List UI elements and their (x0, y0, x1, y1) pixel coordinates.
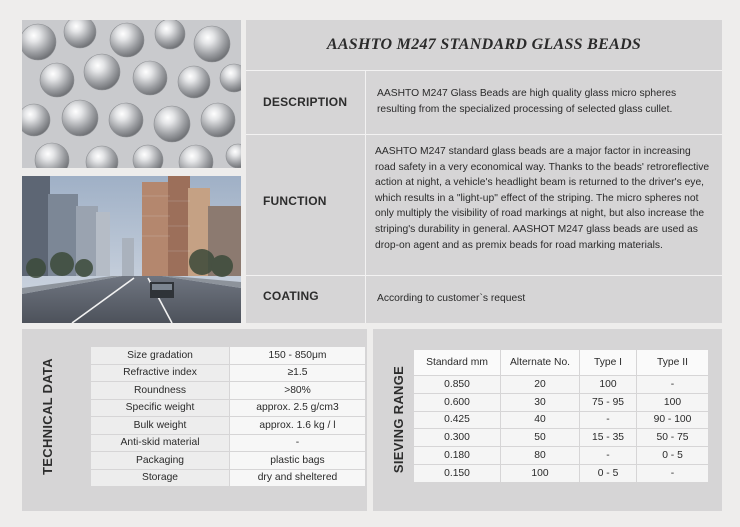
technical-row (91, 347, 366, 365)
sieving-cell: 50 (501, 429, 580, 447)
technical-key: Specific weight (91, 400, 230, 418)
technical-row (91, 382, 366, 400)
page-title: AASHTO M247 STANDARD GLASS BEADS (326, 36, 642, 53)
sieving-header-row (414, 350, 709, 376)
sieving-row (414, 429, 709, 447)
technical-row (91, 452, 366, 470)
city-road-image (22, 176, 241, 323)
technical-key: Roundness (91, 382, 230, 400)
sieving-cell: 15 - 35 (580, 429, 637, 447)
section-label-function: FUNCTION (263, 194, 327, 208)
sieving-range-table (414, 350, 709, 483)
sieving-cell: - (580, 447, 637, 465)
sieving-cell: 0 - 5 (637, 447, 709, 465)
sieving-cell: 20 (501, 376, 580, 394)
technical-key: Anti-skid material (91, 435, 230, 453)
sieving-cell: 0.180 (414, 447, 501, 465)
section-text-function: AASHTO M247 standard glass beads are a major factor in increasing road safety in a very economical way. Thanks to the beads' retroreflective action at night, a vehicle's headlight beam is returned to the driver's eye, which results in a "light-up" effect of the striping. The micro spheres not only multiply the visibility of road markings at night, but also increase the striping's durability in general. AASHOT M247 glass beads are used as drop-on agent and as premix beads for road marking materials. (375, 146, 710, 251)
technical-row (91, 470, 366, 488)
sieving-cell: 0 - 5 (580, 465, 637, 483)
sieving-cell: - (637, 465, 709, 483)
sieving-cell: 0.425 (414, 412, 501, 430)
column-divider (365, 70, 366, 323)
technical-key: Bulk weight (91, 417, 230, 435)
technical-row (91, 417, 366, 435)
technical-row (91, 435, 366, 453)
sieving-row (414, 447, 709, 465)
technical-data-panel (22, 329, 367, 511)
technical-data-table (91, 347, 366, 487)
technical-value: dry and sheltered (230, 470, 366, 488)
technical-data-heading: TECHNICAL DATA (39, 357, 55, 475)
section-text-coating: According to customer`s request (377, 293, 526, 304)
technical-key: Storage (91, 470, 230, 488)
glass-beads-photo (22, 20, 241, 168)
sieving-cell: 0.150 (414, 465, 501, 483)
sieving-header-cell: Type II (637, 350, 709, 376)
sieving-range-panel (373, 329, 722, 511)
city-road-photo (22, 176, 241, 323)
sieving-cell: 100 (580, 376, 637, 394)
sieving-cell: 0.850 (414, 376, 501, 394)
sieving-cell: 40 (501, 412, 580, 430)
technical-value: >80% (230, 382, 366, 400)
technical-row (91, 365, 366, 383)
technical-value: ≥1.5 (230, 365, 366, 383)
sieving-row (414, 394, 709, 412)
technical-row (91, 400, 366, 418)
divider (246, 134, 722, 135)
sieving-cell: 80 (501, 447, 580, 465)
sieving-cell: 50 - 75 (637, 429, 709, 447)
technical-key: Refractive index (91, 365, 230, 383)
sieving-row (414, 376, 709, 394)
section-label-description: DESCRIPTION (263, 95, 348, 109)
technical-key: Size gradation (91, 347, 230, 365)
sieving-cell: 100 (637, 394, 709, 412)
section-label-coating: COATING (263, 289, 319, 303)
sieving-cell: 0.300 (414, 429, 501, 447)
sieving-cell: 30 (501, 394, 580, 412)
sieving-range-heading: SIEVING RANGE (391, 365, 407, 473)
sieving-header-cell: Type I (580, 350, 637, 376)
technical-value: 150 - 850μm (230, 347, 366, 365)
technical-value: approx. 1.6 kg / l (230, 417, 366, 435)
sieving-row (414, 412, 709, 430)
sieving-cell: - (637, 376, 709, 394)
sieving-cell: - (580, 412, 637, 430)
technical-value: - (230, 435, 366, 453)
section-text-description: AASHTO M247 Glass Beads are high quality glass micro spheres resulting from the specialized processing of selected glass cullet. (377, 88, 677, 115)
glass-beads-image (22, 20, 241, 168)
divider (246, 70, 722, 71)
sieving-row (414, 465, 709, 483)
sieving-cell: 0.600 (414, 394, 501, 412)
technical-key: Packaging (91, 452, 230, 470)
sieving-header-cell: Standard mm (414, 350, 501, 376)
sieving-cell: 75 - 95 (580, 394, 637, 412)
technical-value: approx. 2.5 g/cm3 (230, 400, 366, 418)
sieving-cell: 90 - 100 (637, 412, 709, 430)
technical-value: plastic bags (230, 452, 366, 470)
sieving-cell: 100 (501, 465, 580, 483)
sieving-header-cell: Alternate No. (501, 350, 580, 376)
divider (246, 275, 722, 276)
